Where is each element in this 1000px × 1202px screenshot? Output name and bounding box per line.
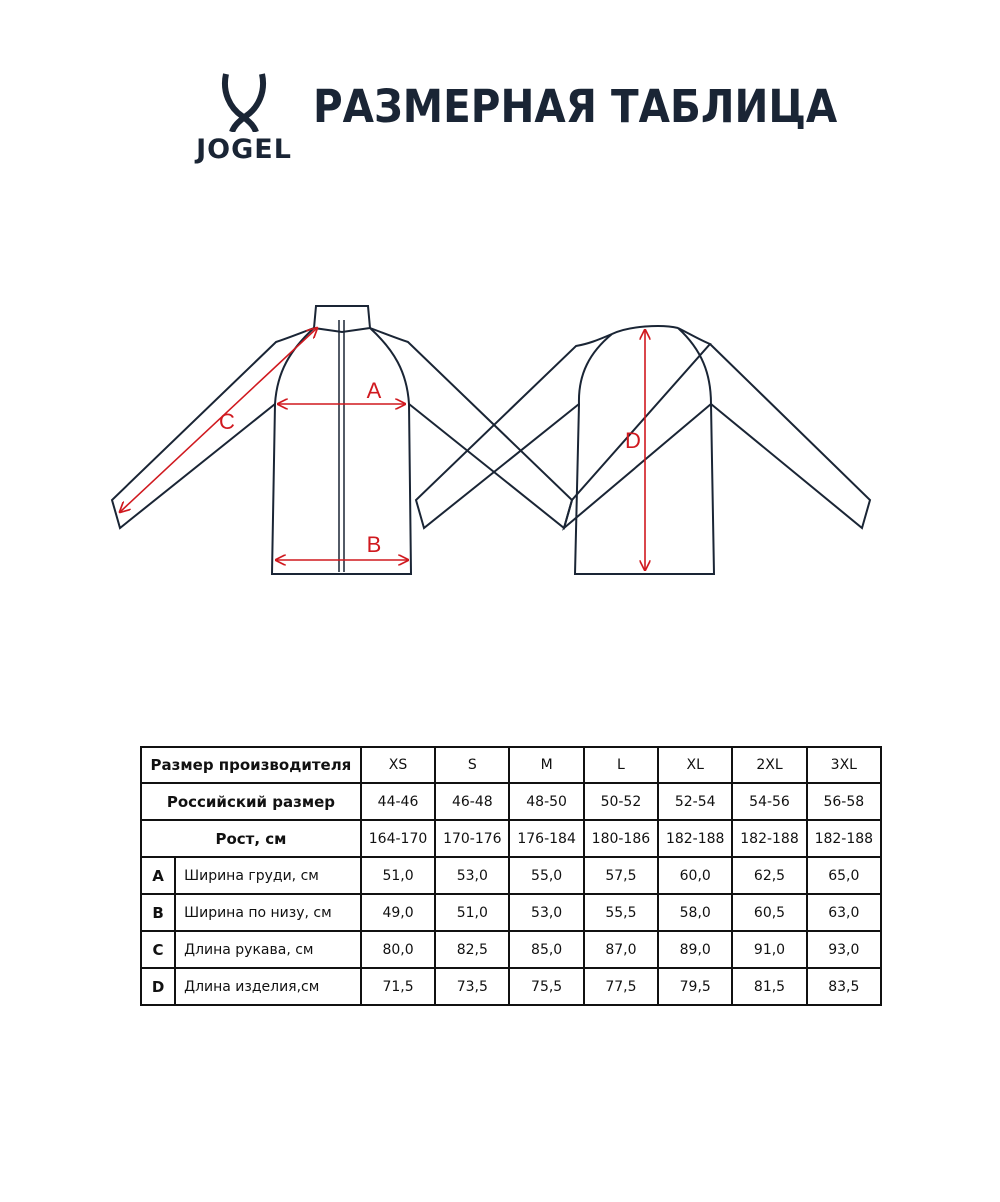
height-cell: 182-188 [732,820,806,857]
measure-value: 80,0 [361,931,435,968]
measure-label: Ширина груди, см [175,857,361,894]
measure-value: 75,5 [509,968,583,1005]
measure-value: 65,0 [807,857,881,894]
measure-value: 63,0 [807,894,881,931]
size-cell: 2XL [732,747,806,783]
label-c: C [219,409,235,434]
measure-letter: B [141,894,175,931]
label-b: B [366,532,382,557]
measure-value: 91,0 [732,931,806,968]
russian-size-cell: 50-52 [584,783,658,820]
measure-label: Ширина по низу, см [175,894,361,931]
jacket-back [416,326,870,574]
size-cell: XL [658,747,732,783]
measure-value: 53,0 [509,894,583,931]
table-row [141,747,881,783]
height-cell: 170-176 [435,820,509,857]
measure-value: 53,0 [435,857,509,894]
measure-value: 77,5 [584,968,658,1005]
jacket-front [112,306,572,574]
front-measure-lines [120,328,408,560]
measure-value: 89,0 [658,931,732,968]
measure-label: Длина изделия,см [175,968,361,1005]
measure-letter: C [141,931,175,968]
russian-size-cell: 56-58 [807,783,881,820]
sizes-header: Размер производителя [141,747,361,783]
brand-name: JOGEL [196,134,292,165]
jacket-diagram [0,290,1000,590]
measure-value: 60,5 [732,894,806,931]
label-a: A [366,378,382,403]
table-row [141,857,881,894]
russian-size-cell: 44-46 [361,783,435,820]
size-cell: 3XL [807,747,881,783]
russian-size-cell: 48-50 [509,783,583,820]
russian-header: Российский размер [141,783,361,820]
size-cell: L [584,747,658,783]
size-cell: S [435,747,509,783]
jogel-emblem-icon [220,72,268,132]
label-d: D [625,428,641,453]
measure-value: 71,5 [361,968,435,1005]
measure-value: 49,0 [361,894,435,931]
measure-value: 82,5 [435,931,509,968]
size-table [140,746,882,1006]
measure-value: 55,0 [509,857,583,894]
height-cell: 176-184 [509,820,583,857]
height-header: Рост, см [141,820,361,857]
measure-letter: D [141,968,175,1005]
measure-value: 83,5 [807,968,881,1005]
measure-value: 58,0 [658,894,732,931]
russian-size-cell: 46-48 [435,783,509,820]
table-row [141,783,881,820]
measure-label: Длина рукава, см [175,931,361,968]
table-row [141,820,881,857]
height-cell: 164-170 [361,820,435,857]
russian-size-cell: 54-56 [732,783,806,820]
measure-value: 85,0 [509,931,583,968]
brand-logo [186,72,302,172]
size-cell: XS [361,747,435,783]
size-cell: M [509,747,583,783]
measure-value: 81,5 [732,968,806,1005]
measure-value: 60,0 [658,857,732,894]
measure-value: 62,5 [732,857,806,894]
table-row [141,968,881,1005]
table-row [141,931,881,968]
measure-letter: A [141,857,175,894]
measure-value: 93,0 [807,931,881,968]
measure-value: 79,5 [658,968,732,1005]
measure-value: 73,5 [435,968,509,1005]
measure-value: 87,0 [584,931,658,968]
measure-value: 51,0 [361,857,435,894]
measure-value: 57,5 [584,857,658,894]
height-cell: 180-186 [584,820,658,857]
height-cell: 182-188 [807,820,881,857]
measure-value: 51,0 [435,894,509,931]
table-row [141,894,881,931]
page-title: РАЗМЕРНАЯ ТАБЛИЦА [313,80,838,133]
measure-value: 55,5 [584,894,658,931]
russian-size-cell: 52-54 [658,783,732,820]
height-cell: 182-188 [658,820,732,857]
